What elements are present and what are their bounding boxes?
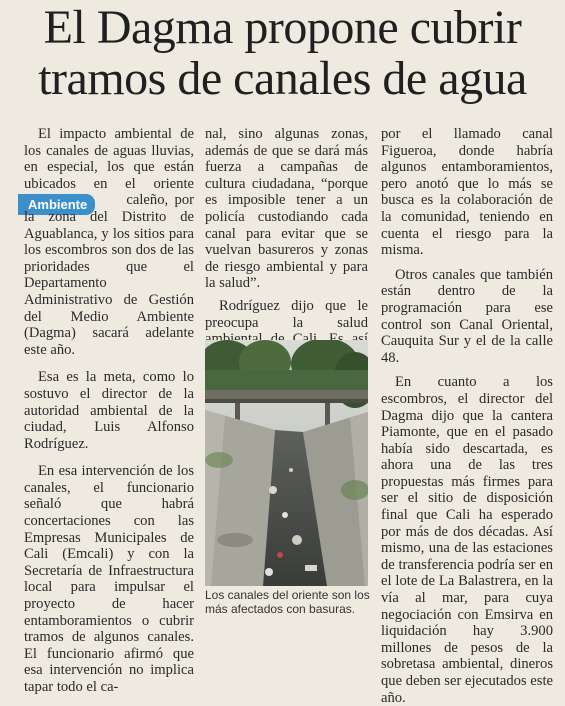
column-1 [24, 126, 194, 696]
photo-caption: Los canales del oriente son los más afectados con basuras. [205, 588, 370, 616]
paragraph-text: El impacto ambiental de los canales de aguas lluvias, en especial, los que están ubicados en el oriente [24, 126, 194, 192]
headline-line-2: tramos de canales de agua [38, 52, 527, 105]
paragraph [24, 126, 194, 358]
headline-line-1: El Dagma propone cubrir [43, 1, 522, 54]
section-tag: Ambiente [18, 194, 95, 215]
paragraph: Otros canales que también están dentro de la programación para ese control son Canal Oriental, Cauquita Sur y el de la calle 48. [381, 266, 553, 366]
paragraph: nal, sino algunas zonas, además de que se dará más fuerza a campañas de cultura ciudadana, “porque es imposible tener a un policía custodiando cada canal para evitar que se vuelvan basureros y zonas de riesgo ambiental y para la salud”. [205, 126, 368, 292]
paragraph: En esa intervención de los canales, el funcionario señaló que habrá concertaciones con las Empresas Municipales de Cali (Emcali) y con la Secretaría de Infraestructura local para impulsar el proyecto de hacer entamboramientos o cubrir tramos de algunos canales. El funcionario afirmó que esa intervención no implica tapar todo el ca- [24, 463, 194, 695]
column-3 [381, 126, 553, 706]
paragraph: por el llamado canal Figueroa, donde habría algunos entamboramientos, pero anotó que lo más se busca es la colaboración de la comunidad, teniendo en cuenta el riesgo para la misma. [381, 126, 553, 259]
headline [0, 2, 565, 104]
paragraph-text: caleño, por la zona del Distrito de Aguablanca, y los sitios para los escombros son dos de las prioridades que el Departamento Administrativo de Gestión del Medio Ambiente (Dagma) sacará adelante este año. [24, 192, 194, 358]
paragraph: Rodríguez dijo que le preocupa la salud [205, 297, 368, 331]
paragraph: Esa es la meta, como lo sostuvo el director de la autoridad ambiental de la ciudad, Luis Alfonso Rodríguez. [24, 369, 194, 452]
canal-photo [205, 340, 368, 586]
paragraph: En cuanto a los escombros, el director del Dagma dijo que la cantera Piamonte, que en el pasado había sido descartada, es ahora una de las tres propuestas más firmes para ser el sitio de disposición final que Cali ha esperado por más de dos décadas. Así mismo, una de las estaciones de transferencia podría ser en el lote de La Balastrera, en la vía al mar, para cuya negociación con Emsirva en liquidación hay 3.900 millones de pesos de la sobretasa ambiental, dineros que deben ser ejecutados este año. [381, 374, 553, 706]
